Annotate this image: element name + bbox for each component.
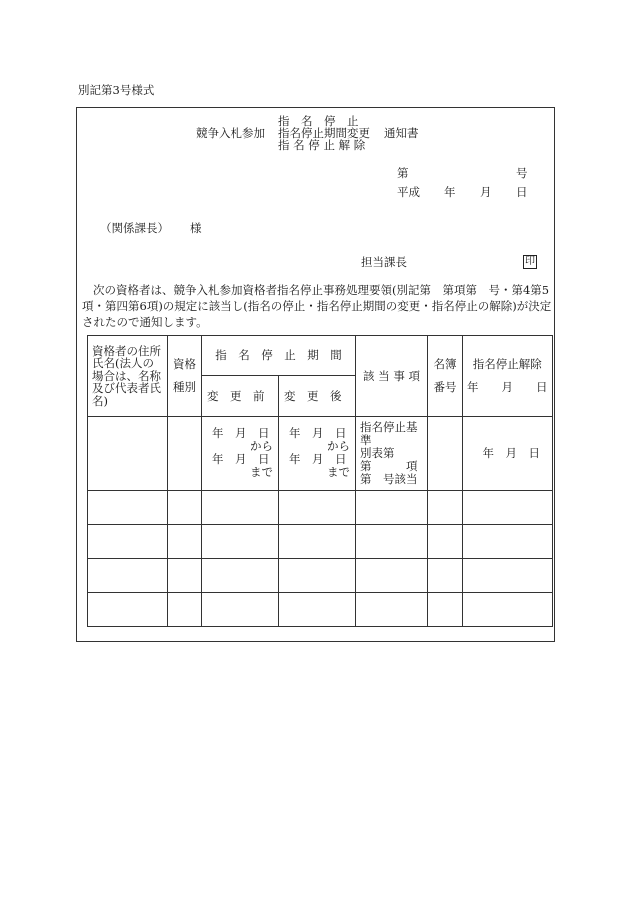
form-label: 別記第3号様式	[78, 83, 155, 97]
table-cell	[463, 491, 553, 525]
table-cell	[168, 525, 202, 559]
table-cell	[202, 593, 279, 627]
header-register-number: 名簿 番号	[428, 336, 463, 417]
table-cell	[168, 559, 202, 593]
table-cell	[428, 491, 463, 525]
table-cell	[356, 525, 428, 559]
table-cell	[356, 559, 428, 593]
title-option-period-change: 指名停止期間変更	[278, 126, 370, 140]
table-cell	[202, 491, 279, 525]
title-suffix: 通知書	[384, 126, 419, 140]
table-cell	[88, 559, 168, 593]
number-go: 号	[516, 166, 528, 180]
title-option-suspension: 指 名 停 止	[278, 114, 359, 128]
table-cell	[356, 593, 428, 627]
table-cell	[356, 491, 428, 525]
title-prefix: 競争入札参加	[196, 126, 265, 140]
header-suspension-period: 指 名 停 止 期 間	[202, 336, 356, 376]
table-cell	[428, 593, 463, 627]
row1-applicable: 指名停止基 準 別表第 第 項 第 号該当	[356, 417, 428, 491]
table-cell	[279, 559, 356, 593]
header-lift: 指名停止解除 年 月 日	[463, 336, 553, 417]
table-cell	[279, 593, 356, 627]
table-cell	[202, 525, 279, 559]
table-cell	[463, 525, 553, 559]
table-cell	[463, 559, 553, 593]
table-cell	[202, 559, 279, 593]
title-option-lift: 指 名 停 止 解 除	[278, 138, 366, 152]
header-applicable: 該 当 事 項	[356, 336, 428, 417]
date-era: 平成	[397, 185, 420, 199]
row1-after: 年 月 日 から 年 月 日 まで	[279, 417, 356, 491]
sender-role: 担当課長	[361, 255, 407, 269]
seal-mark: 印	[525, 256, 535, 267]
body-text: 次の資格者は、競争入札参加資格者指名停止事務処理要領(別記第 第項第 号・第4第5項・第四第6項)の規定に該当し(指名の停止・指名停止期間の変更・指名停止の解除)が決定されたので通知します。	[82, 283, 552, 329]
table-cell	[88, 593, 168, 627]
row1-name	[88, 417, 168, 491]
date-year: 年	[444, 185, 456, 199]
row1-register	[428, 417, 463, 491]
date-month: 月	[480, 185, 492, 199]
table-cell	[279, 491, 356, 525]
table-cell	[88, 491, 168, 525]
date-day: 日	[516, 185, 528, 199]
header-before-change: 変 更 前	[202, 376, 279, 417]
header-after-change: 変 更 後	[279, 376, 356, 417]
row1-qual	[168, 417, 202, 491]
addressee-dept: （関係課長）	[100, 221, 169, 235]
row1-before: 年 月 日 から 年 月 日 まで	[202, 417, 279, 491]
table-cell	[428, 559, 463, 593]
header-qual-type: 資格 種別	[168, 336, 202, 417]
header-name-address: 資格者の住所氏名(法人の場合は、名称及び代表者氏名)	[88, 336, 168, 417]
suspension-table	[87, 335, 553, 627]
addressee-honorific: 様	[190, 221, 202, 235]
number-dai: 第	[397, 166, 409, 180]
table-cell	[88, 525, 168, 559]
row1-lift: 年 月 日	[463, 417, 553, 491]
table-cell	[428, 525, 463, 559]
table-cell	[168, 491, 202, 525]
table-cell	[279, 525, 356, 559]
table-cell	[168, 593, 202, 627]
table-cell	[463, 593, 553, 627]
